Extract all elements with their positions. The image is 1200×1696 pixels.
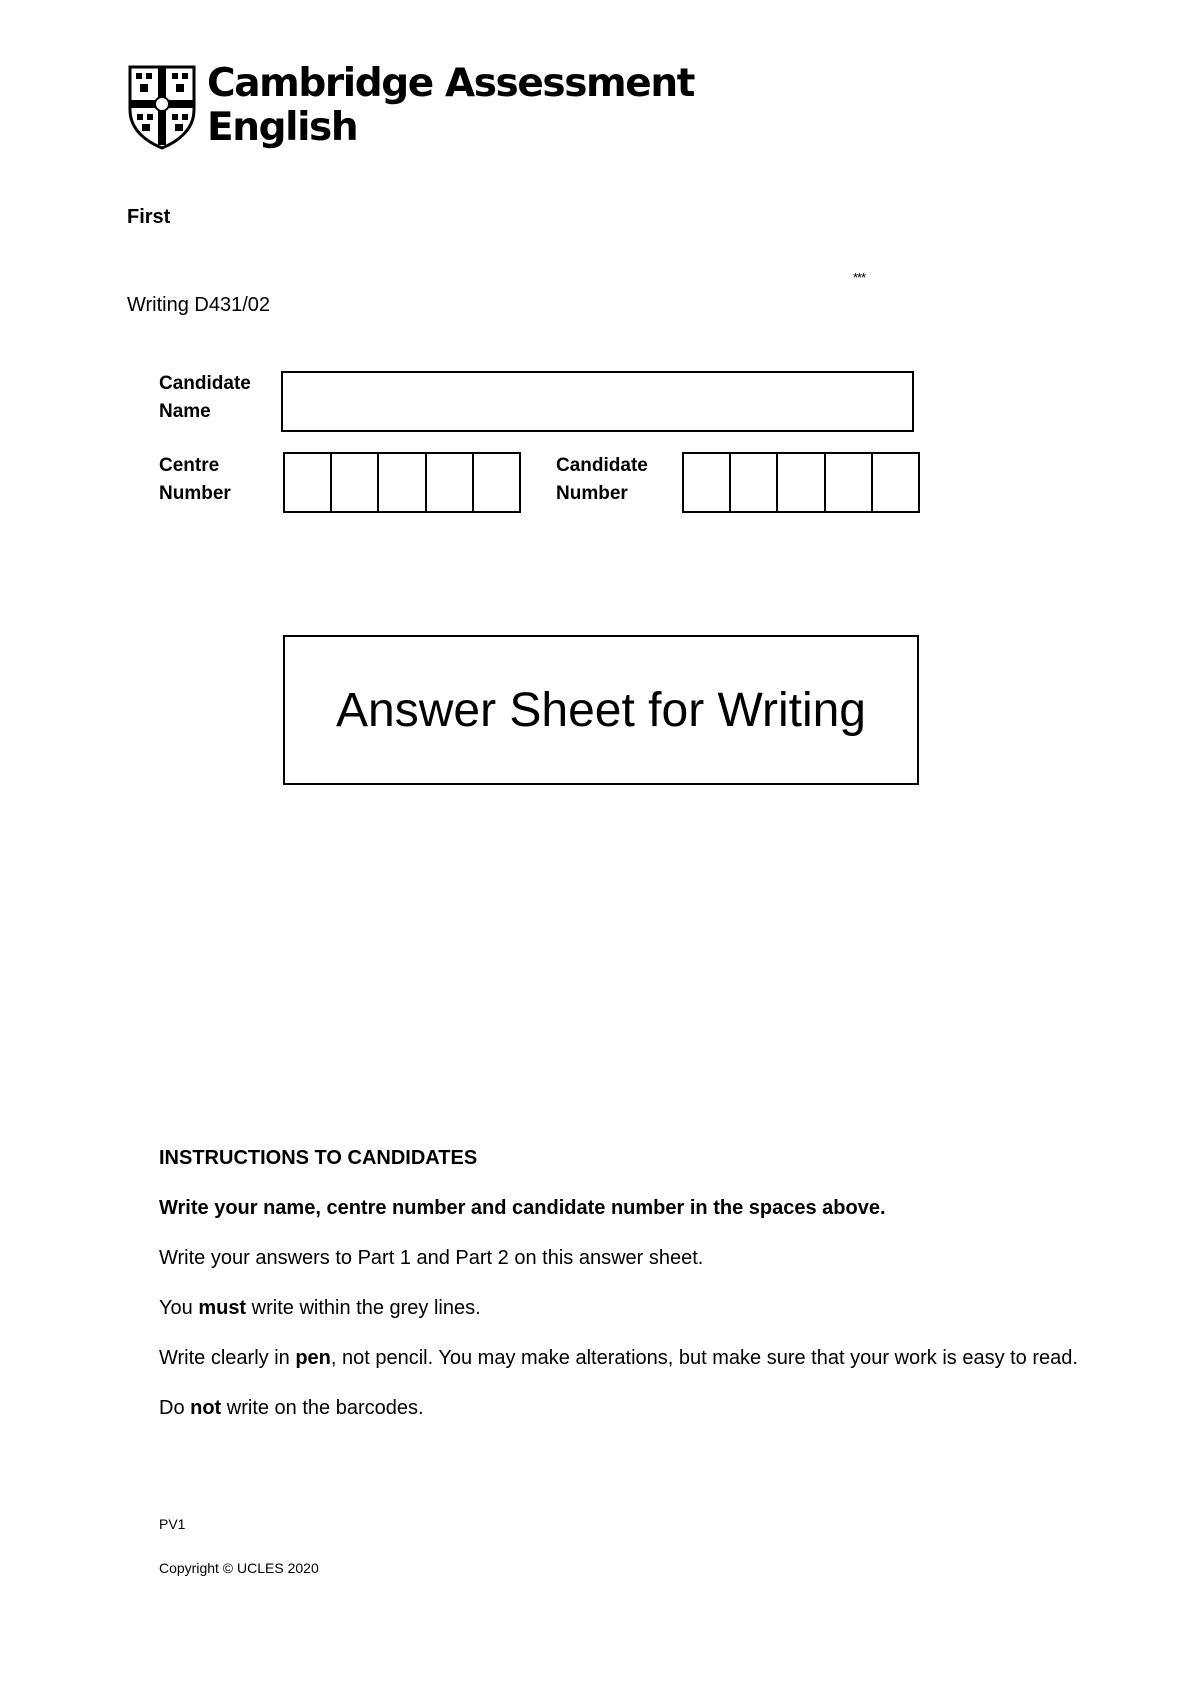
brand-name [207, 62, 694, 150]
centre-number-digit-box[interactable] [285, 454, 332, 511]
centre-number-digit-box[interactable] [379, 454, 426, 511]
candidate-number-label: Candidate Number [556, 455, 648, 504]
copyright-notice: Copyright © UCLES 2020 [159, 1560, 319, 1576]
answer-sheet-title-text: Answer Sheet for Writing [336, 683, 866, 737]
instructions-section [159, 1145, 1106, 1445]
candidate-number-digit-box[interactable] [826, 454, 873, 511]
candidate-number-digit-box[interactable] [778, 454, 825, 511]
form-code: PV1 [159, 1516, 186, 1532]
paper-code: Writing D431/02 [127, 294, 271, 316]
brand-line-2: English [207, 105, 358, 150]
candidate-name-label: Candidate Name [159, 373, 251, 422]
centre-number-digit-box[interactable] [474, 454, 519, 511]
centre-number-field[interactable] [283, 452, 521, 513]
instructions-heading: INSTRUCTIONS TO CANDIDATES [159, 1147, 478, 1169]
instruction-pen: Write clearly in pen, not pencil. You may make alterations, but make sure that your work is easy to read. [159, 1347, 1078, 1369]
candidate-number-digit-box[interactable] [873, 454, 918, 511]
centre-number-digit-box[interactable] [427, 454, 474, 511]
candidate-number-digit-box[interactable] [731, 454, 778, 511]
instruction-answers: Write your answers to Part 1 and Part 2 on this answer sheet. [159, 1247, 704, 1269]
answer-sheet-title [283, 635, 919, 785]
candidate-name-field[interactable] [281, 371, 914, 432]
marker-stars: *** [853, 270, 866, 285]
centre-number-digit-box[interactable] [332, 454, 379, 511]
cambridge-logo [127, 61, 694, 150]
candidate-number-field[interactable] [682, 452, 920, 513]
instruction-name-numbers: Write your name, centre number and candidate number in the spaces above. [159, 1197, 886, 1219]
university-crest-icon [127, 64, 197, 150]
centre-number-label: Centre Number [159, 455, 231, 504]
instruction-grey-lines: You must write within the grey lines. [159, 1297, 481, 1319]
exam-name: First [127, 206, 171, 228]
instruction-barcodes: Do not write on the barcodes. [159, 1397, 424, 1419]
brand-line-1: Cambridge Assessment [207, 61, 694, 106]
candidate-number-digit-box[interactable] [684, 454, 731, 511]
